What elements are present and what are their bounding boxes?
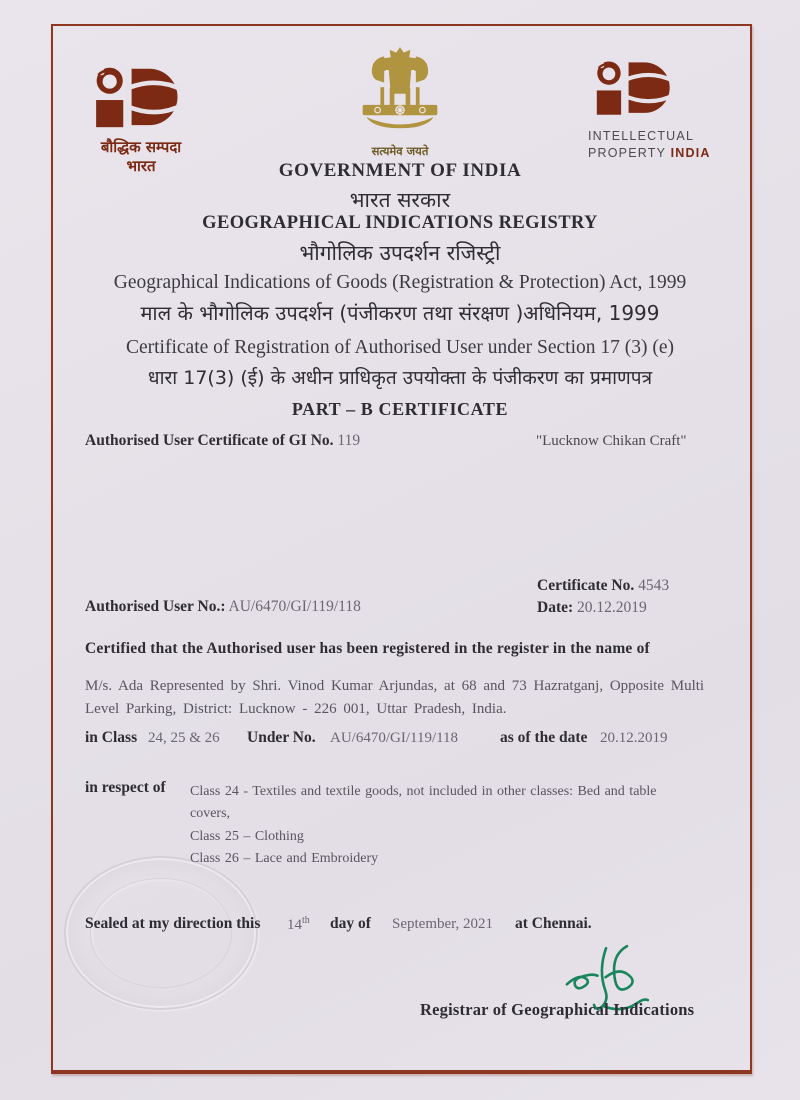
sealed-statement-2: day of <box>330 915 371 932</box>
ip-india-logo-left-icon <box>93 66 189 132</box>
government-title-hi: भारत सरकार <box>349 188 451 212</box>
date-label: Date: <box>537 599 574 616</box>
act-line-hi: माल के भौगोलिक उपदर्शन (पंजीकरण तथा संरक्षण )अधिनियम, 1999 <box>140 301 660 325</box>
certificate-no-label: Certificate No. <box>537 577 635 594</box>
as-of-date-value: 20.12.2019 <box>600 730 668 746</box>
registry-title-en: GEOGRAPHICAL INDICATIONS REGISTRY <box>202 213 598 233</box>
lion-capital-icon <box>344 42 456 138</box>
auth-user-no-label: Authorised User No.: <box>85 598 226 615</box>
gi-name: "Lucknow Chikan Craft" <box>536 433 687 449</box>
respect-class-24: Class 24 - Textiles and textile goods, not included in other classes: Bed and table covers, <box>190 784 657 822</box>
in-respect-of-label: in respect of <box>85 779 166 796</box>
ip-india-logo-right <box>588 60 728 162</box>
under-no-label: Under No. <box>247 729 316 746</box>
national-emblem <box>341 42 459 159</box>
ip-india-hindi-line1: बौद्धिक सम्पदा <box>100 138 182 156</box>
registrar-title: Registrar of Geographical Indications <box>420 1000 695 1019</box>
section-line-hi: धारा 17(3) (ई) के अधीन प्राधिकृत उपयोक्ता के पंजीकरण का प्रमाणपत्र <box>147 367 653 389</box>
ip-india-hindi-line2: भारत <box>126 157 156 176</box>
section-line-en: Certificate of Registration of Authorised User under Section 17 (3) (e) <box>125 337 674 358</box>
under-no-value: AU/6470/GI/119/118 <box>330 730 459 746</box>
respect-class-25: Class 25 – Clothing <box>190 828 304 844</box>
right-logo-line1: INTELLECTUAL <box>588 129 695 143</box>
gi-number-label: Authorised User Certificate of GI No. <box>85 432 334 449</box>
right-logo-line2a: PROPERTY <box>588 145 666 160</box>
sealed-month-year: September, 2021 <box>392 916 494 932</box>
act-line-en: Geographical Indications of Goods (Registration & Protection) Act, 1999 <box>113 272 687 293</box>
embossed-seal-inner-ring <box>90 878 232 988</box>
right-logo-line2b: INDIA <box>670 145 711 160</box>
sealed-day: 14 <box>287 917 302 933</box>
date-value: 20.12.2019 <box>577 599 647 616</box>
auth-user-no-value: AU/6470/GI/119/118 <box>228 598 361 615</box>
sealed-place: at Chennai. <box>515 915 592 932</box>
sealed-statement-1: Sealed at my direction this <box>85 915 261 932</box>
in-class-label: in Class <box>85 729 138 746</box>
embossed-seal <box>64 856 261 1010</box>
sealed-day-suffix: th <box>302 915 310 926</box>
certificate-no-value: 4543 <box>638 577 670 594</box>
emblem-motto: सत्यमेव जयते <box>371 144 429 158</box>
respect-class-26: Class 26 – Lace and Embroidery <box>190 851 379 867</box>
gi-number-value: 119 <box>337 432 361 449</box>
registry-title-hi: भौगोलिक उपदर्शन रजिस्ट्री <box>299 241 501 265</box>
as-of-date-label: as of the date <box>500 729 588 746</box>
in-class-value: 24, 25 & 26 <box>148 730 220 746</box>
registered-name-address: M/s. Ada Represented by Shri. Vinod Kumar Arjundas, at 68 and 73 Hazratganj, Opposite Multi Level Parking, District: Lucknow - 226 001, Uttar Pradesh, India. <box>85 678 705 717</box>
ip-india-logo-right-icon <box>594 60 680 119</box>
certified-statement: Certified that the Authorised user has been registered in the register in the name of <box>85 640 650 657</box>
government-title-en: GOVERNMENT OF INDIA <box>278 160 522 181</box>
part-b-title: PART – B CERTIFICATE <box>291 399 509 419</box>
respect-classes-list <box>190 781 690 871</box>
